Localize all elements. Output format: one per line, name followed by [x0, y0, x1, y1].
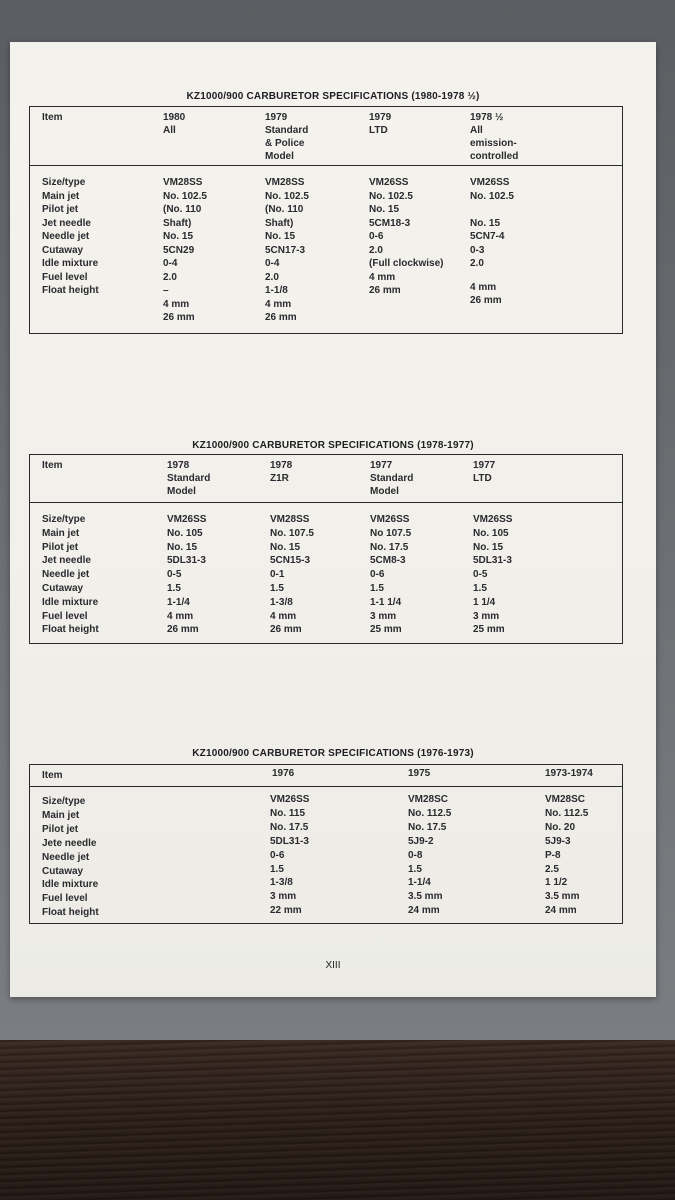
table-cell: Pilot jet	[42, 823, 79, 835]
table-cell: Idle mixture	[42, 879, 99, 891]
table-cell: 4 mm	[265, 298, 292, 310]
table-cell: VM26SS	[370, 514, 410, 525]
table-cell: 3 mm	[370, 610, 397, 622]
col-1979-standard	[265, 176, 309, 325]
table-cell: 4 mm	[270, 610, 297, 622]
table-cell: 2.0	[265, 271, 279, 283]
table-cell: 24 mm	[408, 905, 440, 917]
table-cell: VM28SS	[163, 177, 203, 188]
table-cell: No. 20	[545, 821, 576, 833]
spec-table-1980-1978	[29, 106, 623, 334]
table-cell: Float height	[42, 907, 99, 919]
table-cell: 0-5	[167, 569, 182, 581]
table-cell: 0-4	[265, 258, 280, 269]
table-cell: Needle jet	[42, 231, 90, 242]
table-cell: Cutaway	[42, 244, 84, 256]
table-cell: 1-3/8	[270, 877, 293, 889]
table-cell: 5DL31-3	[473, 555, 512, 567]
table-cell: 25 mm	[370, 624, 402, 636]
table-cell: Pilot jet	[42, 541, 79, 553]
table-cell: No. 15	[369, 204, 400, 215]
table-cell: 1.5	[408, 863, 422, 875]
table-cell: No. 15	[163, 231, 194, 242]
table-cell: 3 mm	[270, 891, 297, 903]
table-cell: 1 1/4	[473, 596, 496, 608]
table-cell: 2.0	[163, 271, 177, 283]
table-cell: 4 mm	[369, 271, 396, 283]
col-1979-ltd	[369, 176, 443, 298]
table-cell: 26 mm	[470, 295, 502, 306]
header-1973-1974: 1973-1974	[545, 768, 593, 779]
table-cell: 5CN29	[163, 244, 195, 256]
table-2-title: KZ1000/900 CARBURETOR SPECIFICATIONS (1978-1977)	[192, 440, 474, 451]
table-cell: VM26SS	[369, 177, 409, 188]
table-cell: 1-1/8	[265, 285, 288, 296]
table-cell: Pilot jet	[42, 204, 79, 215]
table-cell: VM28SS	[270, 514, 310, 525]
table-cell: P-8	[545, 849, 561, 861]
table-cell: 2.0	[369, 244, 383, 256]
table-cell: VM28SC	[545, 794, 586, 805]
table-cell: No. 105	[167, 527, 203, 539]
table-cell	[470, 271, 514, 281]
col-1978-half	[470, 176, 514, 308]
table-header	[30, 107, 622, 166]
table-cell: 26 mm	[265, 312, 297, 323]
table-cell: 1.5	[370, 582, 384, 594]
header-1979-ltd: 1979 LTD	[369, 112, 392, 136]
manual-page	[10, 42, 656, 997]
table-cell: No. 102.5 (No. 110 Shaft)	[265, 190, 309, 229]
table-cell: No. 15	[265, 231, 296, 242]
header-1978-standard: 1978 Standard Model	[167, 460, 211, 497]
table-cell: 4 mm	[470, 281, 497, 293]
table-cell: 0-6	[369, 231, 384, 242]
page-number: XIII	[325, 960, 341, 971]
header-1978-half: 1978 ½ All emission- controlled	[470, 112, 519, 162]
table-cell: 0-6	[270, 849, 285, 861]
table-cell: 0-3	[470, 244, 485, 256]
table-cell: (Full clockwise)	[369, 258, 444, 269]
col-1973-1974	[545, 793, 588, 918]
col-1980	[163, 176, 207, 325]
table-cell: VM26SS	[470, 177, 510, 188]
table-cell: No. 115	[270, 807, 306, 819]
table-header	[30, 765, 622, 787]
col-1977-standard	[370, 513, 411, 637]
table-cell: Fuel level	[42, 271, 88, 283]
table-cell: VM26SS	[270, 794, 310, 805]
table-cell: 26 mm	[369, 285, 401, 296]
table-cell: No. 107.5	[270, 527, 314, 539]
table-cell: No. 112.5	[408, 807, 452, 819]
table-cell: No. 15	[270, 541, 301, 553]
table-cell: 0-1	[270, 569, 285, 581]
table-cell: 5DL31-3	[167, 555, 206, 567]
table-cell: No. 15	[470, 217, 501, 229]
col-item	[42, 795, 99, 920]
table-cell: 1 1/2	[545, 877, 568, 889]
table-cell: Needle jet	[42, 851, 90, 863]
table-cell: No. 15	[167, 541, 198, 553]
header-item: Item	[42, 112, 63, 123]
table-cell: No. 15	[473, 541, 504, 553]
table-cell: 24 mm	[545, 905, 577, 917]
table-cell: No. 102.5	[369, 190, 413, 202]
table-cell: VM28SS	[265, 177, 305, 188]
table-cell: 5CN17-3	[265, 244, 306, 256]
table-cell: 4 mm	[167, 610, 194, 622]
table-cell: No. 17.5	[370, 541, 409, 553]
table-cell: Main jet	[42, 190, 80, 202]
table-cell: Jet needle	[42, 555, 91, 567]
table-cell: –	[163, 285, 169, 296]
table-cell: 5CN15-3	[270, 555, 311, 567]
header-1977-standard: 1977 Standard Model	[370, 460, 414, 497]
table-cell: 0-4	[163, 258, 178, 269]
table-cell: VM26SS	[167, 514, 207, 525]
table-cell: No. 105	[473, 527, 509, 539]
spec-table-1978-1977	[29, 454, 623, 644]
col-item	[42, 513, 99, 637]
table-cell: 1.5	[473, 582, 487, 594]
col-1978-z1r	[270, 513, 314, 637]
col-1977-ltd	[473, 513, 512, 637]
header-1977-ltd: 1977 LTD	[473, 460, 496, 484]
table-cell: Size/type	[42, 514, 86, 525]
table-cell: 22 mm	[270, 905, 302, 917]
table-cell: 0-8	[408, 849, 423, 861]
table-cell: No 107.5	[370, 527, 412, 539]
table-cell: 2.5	[545, 863, 559, 875]
spec-table-1976-1973	[29, 764, 623, 924]
table-cell: 26 mm	[163, 312, 195, 323]
table-cell: 3.5 mm	[408, 891, 443, 903]
header-1979-standard: 1979 Standard & Police Model	[265, 112, 309, 162]
header-1975: 1975	[408, 768, 431, 779]
header-1978-z1r: 1978 Z1R	[270, 460, 293, 484]
table-cell: 4 mm	[163, 298, 190, 310]
table-cell: 3 mm	[473, 610, 500, 622]
table-cell: 26 mm	[167, 624, 199, 636]
table-cell: Cutaway	[42, 582, 84, 594]
table-cell: Jete needle	[42, 837, 97, 849]
table-1-title: KZ1000/900 CARBURETOR SPECIFICATIONS (1980-1978 ½)	[186, 91, 480, 102]
header-1976: 1976	[272, 768, 295, 779]
col-1975	[408, 793, 451, 918]
table-cell: 3.5 mm	[545, 891, 580, 903]
table-cell: Size/type	[42, 177, 86, 188]
table-cell: Main jet	[42, 527, 80, 539]
table-3-title: KZ1000/900 CARBURETOR SPECIFICATIONS (1976-1973)	[192, 748, 474, 759]
table-header	[30, 455, 622, 503]
table-cell: No. 17.5	[408, 821, 447, 833]
header-item: Item	[42, 770, 63, 781]
col-1978-standard	[167, 513, 206, 637]
table-cell: Cutaway	[42, 865, 84, 877]
table-cell: Needle jet	[42, 569, 90, 581]
table-cell: 25 mm	[473, 624, 505, 636]
table-cell: No. 102.5 (No. 110 Shaft)	[163, 190, 207, 229]
table-cell: 1-3/8	[270, 596, 293, 608]
table-cell: 1-1 1/4	[370, 596, 402, 608]
table-cell: 5DL31-3	[270, 835, 309, 847]
table-cell: 26 mm	[270, 624, 302, 636]
col-1976	[270, 793, 309, 918]
table-cell: 5J9-2	[408, 835, 434, 847]
header-1980: 1980 All	[163, 112, 186, 136]
table-cell: Jet needle	[42, 217, 91, 229]
table-cell: 5CM18-3	[369, 217, 411, 229]
wooden-table	[0, 1040, 675, 1200]
table-cell: 2.0	[470, 258, 484, 269]
table-cell: 5CN7-4	[470, 231, 505, 242]
table-cell: VM26SS	[473, 514, 513, 525]
table-cell: Idle mixture	[42, 258, 99, 269]
table-cell: No. 17.5	[270, 821, 309, 833]
table-cell: 1.5	[167, 582, 181, 594]
header-item: Item	[42, 460, 63, 471]
table-cell: No. 102.5	[470, 190, 514, 202]
table-cell: Fuel level	[42, 893, 88, 905]
table-cell: 1-1/4	[167, 596, 190, 608]
table-cell: Float height	[42, 624, 99, 636]
table-cell: Idle mixture	[42, 596, 99, 608]
table-cell: No. 112.5	[545, 807, 589, 819]
table-cell: 5CM8-3	[370, 555, 406, 567]
table-cell: 1-1/4	[408, 877, 431, 889]
table-cell: Fuel level	[42, 610, 88, 622]
table-cell: Main jet	[42, 809, 80, 821]
table-cell: 0-6	[370, 569, 385, 581]
col-item	[42, 176, 99, 298]
table-cell: Float height	[42, 285, 99, 296]
table-cell: 0-5	[473, 569, 488, 581]
table-cell: Size/type	[42, 796, 86, 807]
table-cell: 5J9-3	[545, 835, 571, 847]
table-cell: VM28SC	[408, 794, 449, 805]
table-cell: 1.5	[270, 863, 284, 875]
table-cell: 1.5	[270, 582, 284, 594]
